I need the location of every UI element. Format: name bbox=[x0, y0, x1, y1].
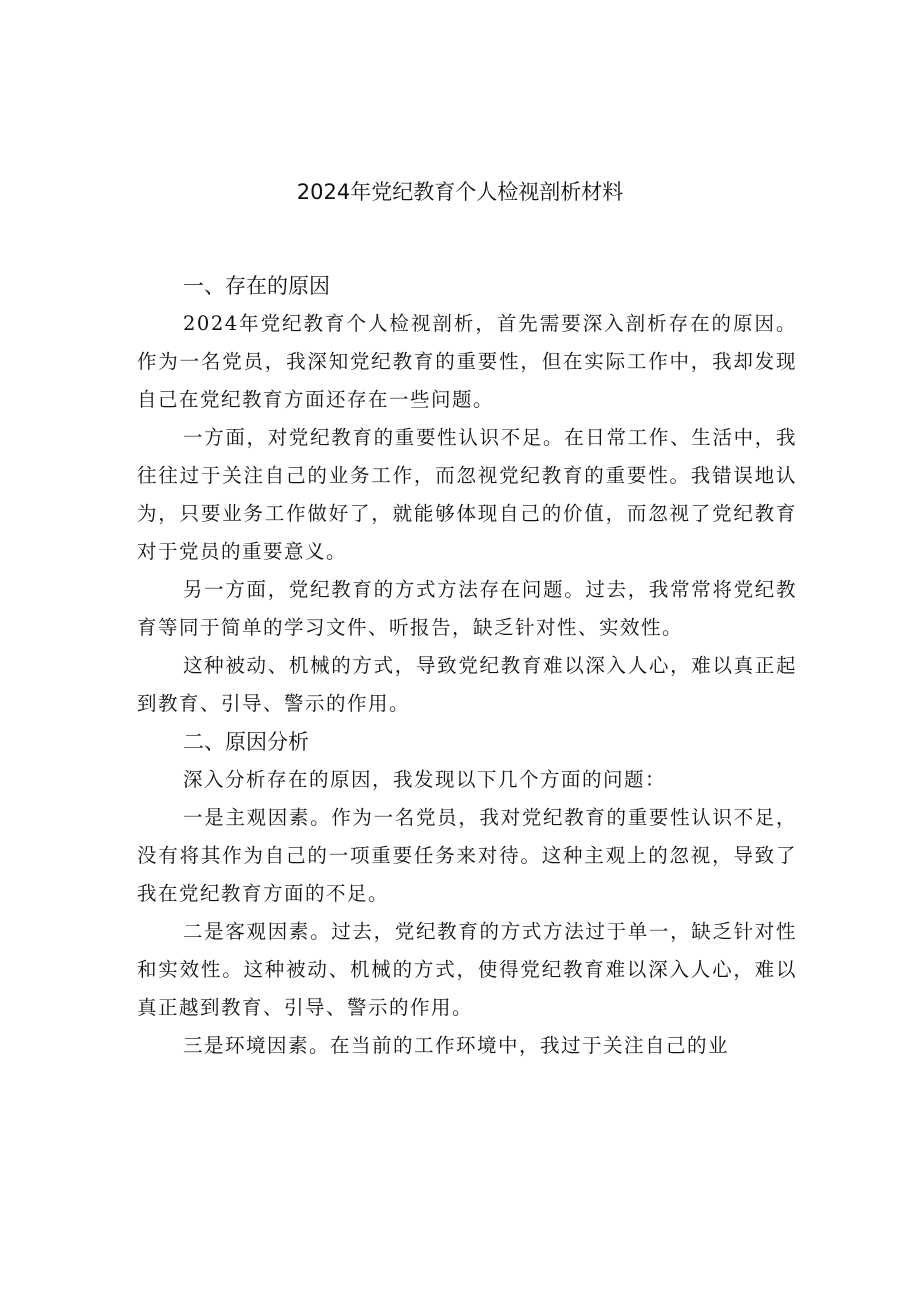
paragraph: 一方面，对党纪教育的重要性认识不足。在日常工作、生活中，我往往过于关注自己的业务工作，而忽视党纪教育的重要性。我错误地认为，只要业务工作做好了，就能够体现自己的价值，而忽视了党纪教育对于党员的重要意义。 bbox=[137, 426, 797, 563]
section-heading-1: 一、存在的原因 bbox=[183, 274, 330, 298]
paragraph: 深入分析存在的原因，我发现以下几个方面的问题： bbox=[183, 768, 667, 791]
document-title: 2024年党纪教育个人检视剖析材料 bbox=[296, 180, 624, 204]
paragraph: 这种被动、机械的方式，导致党纪教育难以深入人心，难以真正起到教育、引导、警示的作用。 bbox=[137, 654, 797, 715]
paragraph: 三是环境因素。在当前的工作环境中，我过于关注自己的业 bbox=[183, 1034, 730, 1057]
paragraph: 一是主观因素。作为一名党员，我对党纪教育的重要性认识不足，没有将其作为自己的一项重要任务来对待。这种主观上的忽视，导致了我在党纪教育方面的不足。 bbox=[137, 806, 797, 905]
document-body bbox=[137, 267, 797, 1065]
paragraph: 另一方面，党纪教育的方式方法存在问题。过去，我常常将党纪教育等同于简单的学习文件、听报告，缺乏针对性、实效性。 bbox=[137, 578, 797, 639]
paragraph: 2024年党纪教育个人检视剖析，首先需要深入剖析存在的原因。作为一名党员，我深知党纪教育的重要性，但在实际工作中，我却发现自己在党纪教育方面还存在一些问题。 bbox=[137, 312, 797, 411]
section-heading-2: 二、原因分析 bbox=[183, 730, 309, 754]
paragraph: 二是客观因素。过去，党纪教育的方式方法过于单一，缺乏针对性和实效性。这种被动、机械的方式，使得党纪教育难以深入人心，难以真正越到教育、引导、警示的作用。 bbox=[137, 920, 797, 1019]
